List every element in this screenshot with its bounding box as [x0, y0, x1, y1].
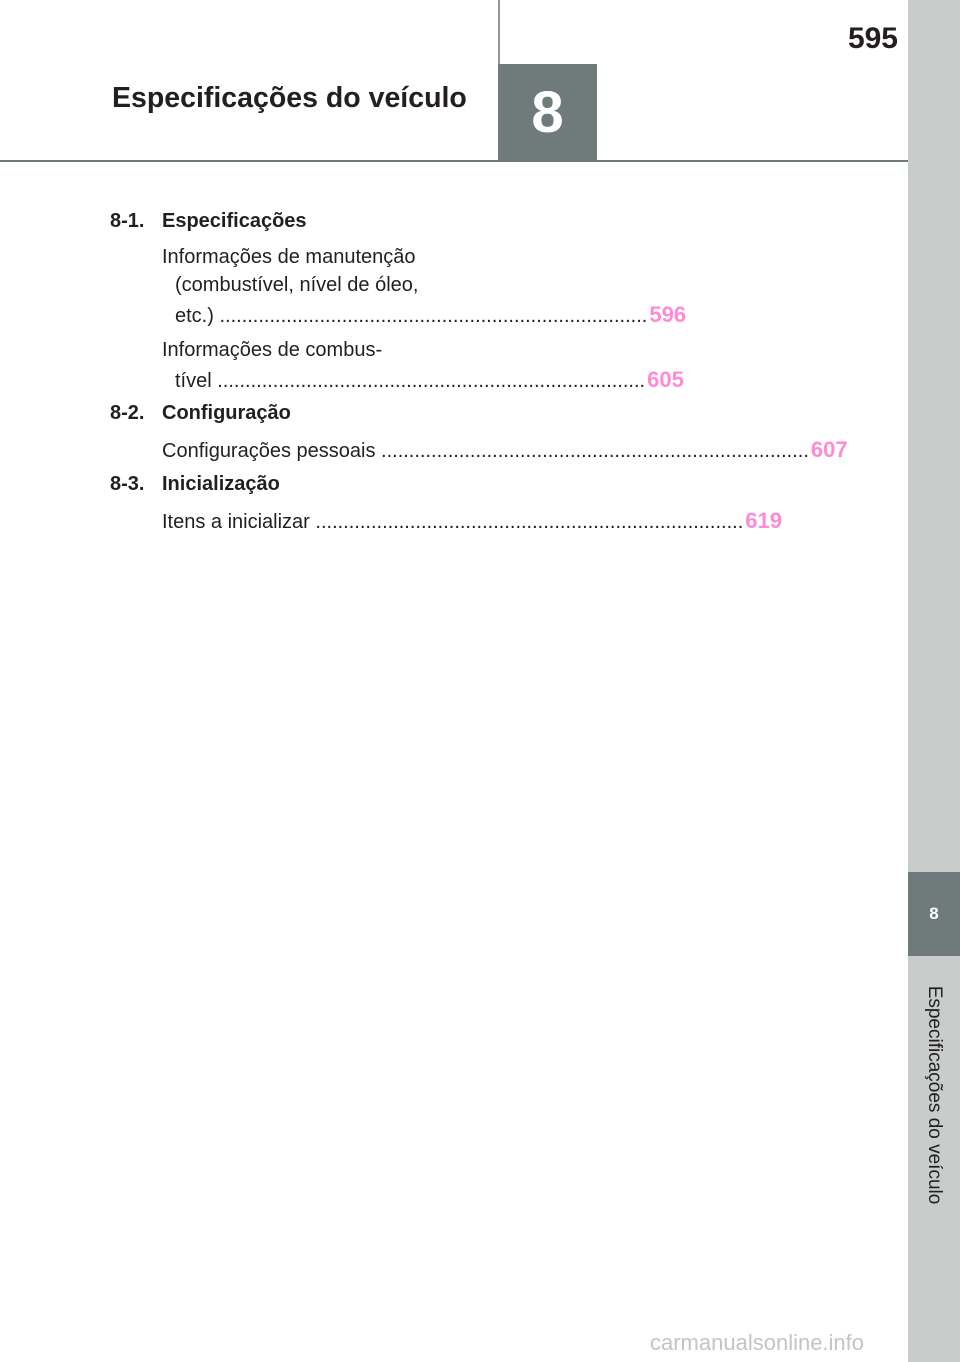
toc-section-8-2[interactable]	[110, 402, 291, 425]
toc-page-link[interactable]: 605	[647, 367, 684, 392]
leader-dots: .............................................................................	[213, 305, 648, 327]
chapter-number-block: 8	[498, 64, 597, 161]
toc-page-link[interactable]: 607	[810, 437, 848, 462]
toc-entry[interactable]	[162, 508, 782, 534]
header-divider	[498, 0, 500, 64]
leader-dots: .............................................................................	[309, 511, 744, 533]
toc-entry-text: Itens a inicializar	[162, 511, 310, 533]
toc-entry-text: Configurações pessoais	[162, 440, 376, 462]
leader-dots: .............................................................................	[375, 440, 809, 462]
toc-entry[interactable]	[175, 367, 684, 393]
toc-entry-text[interactable]: (combustível, nível de óleo,	[175, 274, 419, 296]
toc-entry[interactable]	[175, 302, 687, 328]
toc-entry-text[interactable]: Informações de combus-	[162, 339, 383, 361]
title-rule	[0, 160, 908, 162]
chapter-title: Especificações do veículo	[112, 82, 467, 114]
toc-section-number: 8-3.	[110, 473, 145, 495]
toc-section-number: 8-1.	[110, 210, 145, 232]
watermark-text: carmanualsonline.info	[650, 1330, 865, 1355]
toc-entry[interactable]	[162, 437, 848, 463]
toc-entry-text[interactable]: Informações de manutenção	[162, 246, 416, 268]
toc-entry-text: tível	[175, 370, 212, 392]
side-chapter-tab[interactable]: 8	[908, 872, 960, 956]
toc-section-title: Configuração	[162, 402, 291, 424]
leader-dots: .............................................................................	[211, 370, 646, 392]
side-chapter-label: Especificações do veículo	[924, 985, 945, 1205]
toc-page-link[interactable]: 596	[649, 302, 687, 327]
page-number: 595	[847, 22, 898, 55]
toc-page-link[interactable]: 619	[745, 508, 782, 533]
toc-section-number: 8-2.	[110, 402, 145, 424]
toc-section-title: Especificações	[162, 210, 307, 232]
toc-entry-text: etc.)	[175, 305, 214, 327]
toc-section-title: Inicialização	[162, 473, 280, 495]
toc-section-8-1[interactable]	[110, 210, 307, 233]
toc-section-8-3[interactable]	[110, 473, 280, 496]
